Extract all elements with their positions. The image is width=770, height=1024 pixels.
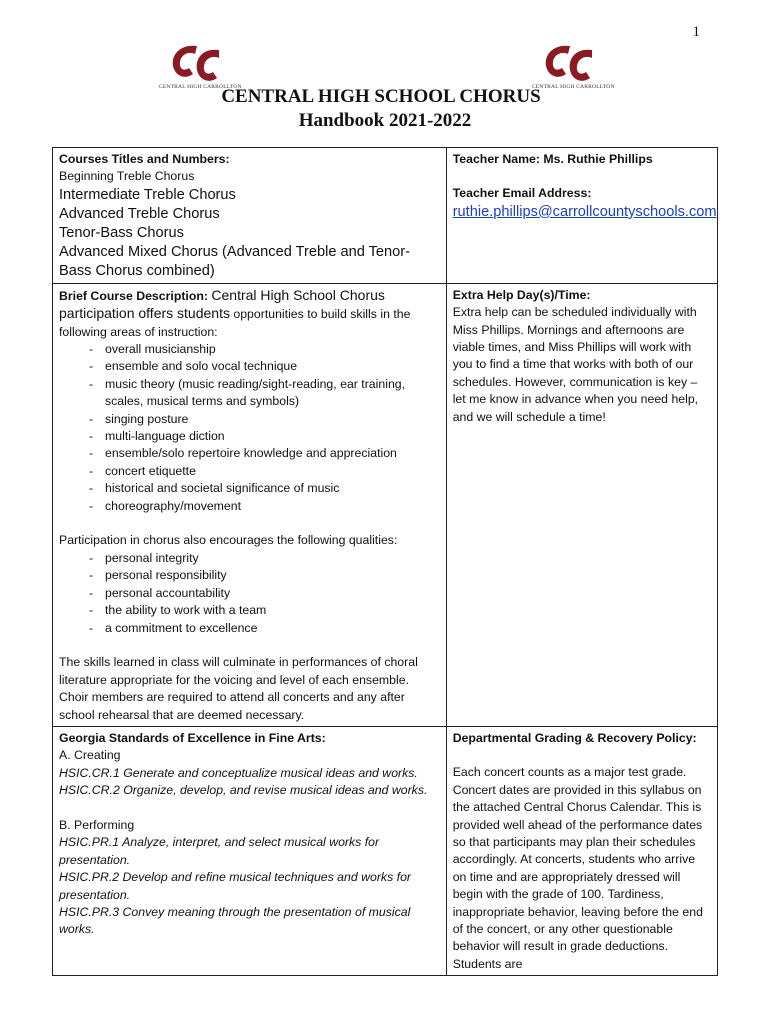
standard-item: HSIC.PR.3 Convey meaning through the presentation of musical works. [59, 904, 411, 937]
row-standards [53, 726, 718, 975]
course-item: Advanced Mixed Chorus (Advanced Treble and Tenor-Bass Chorus combined) [59, 243, 410, 279]
grading-body: Each concert counts as a major test grade. Concert dates are provided in this syllabus on the attached Central Chorus Calendar. This is provided well ahead of the performance dates so that participants may plan their schedules accordingly. At concerts, students who arrive on time and are appropriately dressed will begin with the grade of 100. Tardiness, inappropriate behavior, leaving before the end of the concert, or any other questionable behavior will result in grade deductions. Students are [452, 765, 703, 971]
list-item: - the ability to work with a team [89, 602, 440, 619]
list-item: - ensemble and solo vocal technique [89, 358, 440, 375]
standard-item: HSIC.CR.1 Generate and conceptualize musical ideas and works. [59, 765, 418, 780]
list-item: - personal accountability [89, 585, 440, 602]
skills-list [59, 341, 440, 515]
list-item: - choreography/movement [89, 498, 440, 515]
course-item: Tenor-Bass Chorus [59, 224, 184, 241]
list-item: - personal integrity [89, 550, 440, 567]
handbook-table [52, 147, 718, 976]
list-item: - multi-language diction [89, 428, 440, 445]
teacher-name: Teacher Name: Ms. Ruthie Phillips [452, 152, 653, 166]
creating-label: A. Creating [59, 748, 121, 763]
list-item: - music theory (music reading/sight-reading, ear training, scales, musical terms and symbols) [89, 376, 440, 411]
standard-item: HSIC.PR.2 Develop and refine musical techniques and works for presentation. [59, 870, 411, 902]
course-item: Intermediate Treble Chorus [59, 186, 236, 203]
description-heading: Brief Course Description: [59, 288, 208, 303]
list-item: - a commitment to excellence [89, 620, 440, 637]
course-item: Beginning Treble Chorus [59, 169, 195, 184]
list-item: - concert etiquette [89, 463, 440, 480]
description-lead: Central High School Chorus participation offers students [59, 286, 385, 322]
list-item: - historical and societal significance of music [89, 480, 440, 497]
list-item: - singing posture [89, 411, 440, 428]
list-item: - personal responsibility [89, 567, 440, 584]
courses-cell [53, 148, 447, 284]
standards-heading: Georgia Standards of Excellence in Fine Arts: [59, 730, 326, 745]
teacher-email-label: Teacher Email Address: [452, 186, 592, 201]
document-title: CENTRAL HIGH SCHOOL CHORUS [221, 86, 541, 107]
logo-caption: CENTRAL HIGH CARROLLTON [532, 84, 615, 90]
teacher-email-link[interactable]: ruthie.phillips@carrollcountyschools.com [452, 203, 717, 220]
extra-help-cell [446, 283, 717, 726]
row-courses [53, 148, 718, 284]
courses-heading: Courses Titles and Numbers: [59, 152, 230, 166]
standard-item: HSIC.CR.2 Organize, develop, and revise musical ideas and works. [59, 783, 428, 798]
qualities-intro: Participation in chorus also encourages the following qualities: [59, 533, 398, 548]
list-item: - ensemble/solo repertoire knowledge and appreciation [89, 445, 440, 462]
teacher-cell [446, 148, 717, 284]
extra-help-body: Extra help can be scheduled individually with Miss Phillips. Mornings and afternoons are viable times, and Miss Phillips will work with you to find a time that works with both of our schedules. However, communication is key – let me know in advance when you need help, and we will schedule a time! [452, 305, 699, 424]
performing-label: B. Performing [59, 817, 135, 832]
row-description [53, 283, 718, 726]
course-item: Advanced Treble Chorus [59, 205, 220, 222]
standards-cell [53, 726, 447, 975]
logo-caption: CENTRAL HIGH CARROLLTON [159, 84, 242, 90]
qualities-list [59, 550, 440, 637]
list-item: - overall musicianship [89, 341, 440, 358]
grading-cell [446, 726, 717, 975]
page-number: 1 [692, 24, 700, 40]
document-subtitle: Handbook 2021-2022 [298, 110, 472, 131]
description-closing: The skills learned in class will culminate in performances of choral literature appropriate for the voicing and level of each ensemble. Choir members are required to attend all concerts and any after school rehearsal that are deemed necessary. [59, 655, 418, 722]
description-lead-rest: opportunities to build skills in the following areas of instruction: [59, 307, 411, 339]
extra-help-heading: Extra Help Day(s)/Time: [452, 287, 591, 302]
grading-heading: Departmental Grading & Recovery Policy: [452, 730, 697, 745]
description-cell [53, 283, 447, 726]
standard-item: HSIC.PR.1 Analyze, interpret, and select musical works for presentation. [59, 835, 380, 867]
